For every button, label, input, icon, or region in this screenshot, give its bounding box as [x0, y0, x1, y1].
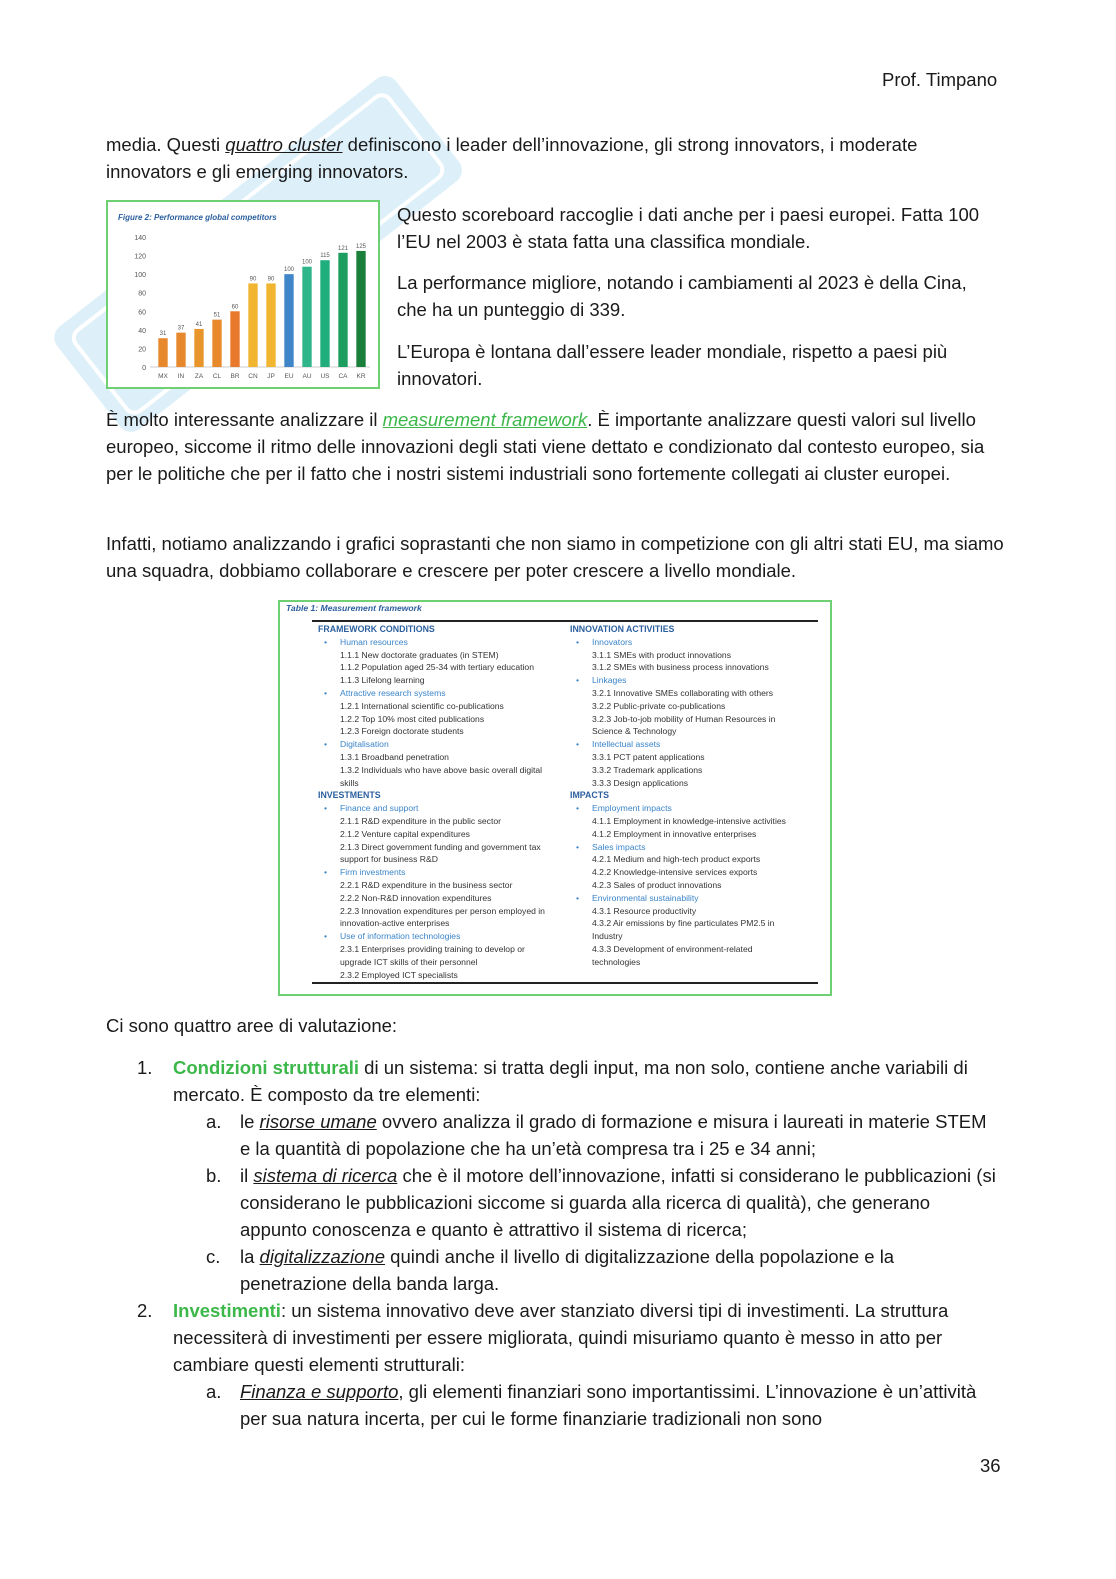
list-item-1c — [206, 1243, 1000, 1297]
table-indicator: 4.3.1 Resource productivity — [592, 905, 697, 916]
data-label: 37 — [177, 325, 185, 332]
table-indicator: 2.1.2 Venture capital expenditures — [340, 828, 470, 839]
table-subsection: • Environmental sustainability — [570, 892, 820, 905]
x-tick-label: KR — [356, 373, 366, 380]
table-section-heading: INVESTMENTS — [318, 790, 381, 801]
table-indicator: 3.3.1 PCT patent applications — [592, 751, 705, 762]
risorse-umane-link[interactable]: risorse umane — [259, 1111, 377, 1132]
table-indicator: 4.2.2 Knowledge-intensive services exports — [592, 867, 758, 878]
list-item-1 — [137, 1054, 1008, 1108]
list-item-1b — [206, 1162, 1000, 1243]
table-indicator: 4.3.2 Air emissions by fine particulates PM2.5 in — [592, 918, 775, 929]
data-label: 90 — [249, 276, 257, 283]
table-indicator: 2.2.1 R&D expenditure in the business sector — [340, 879, 513, 890]
table-indicator: 1.2.2 Top 10% most cited publications — [340, 713, 485, 724]
table-left-column — [318, 623, 568, 981]
table-indicator: 2.3.1 Enterprises providing training to develop or — [340, 943, 525, 954]
bar-in — [176, 333, 185, 367]
measurement-framework-table — [278, 600, 832, 996]
list-pre: il — [240, 1165, 254, 1186]
table-indicator: 1.3.1 Broadband penetration — [340, 751, 449, 762]
y-tick-label: 60 — [138, 309, 146, 317]
table-indicator: 1.1.3 Lifelong learning — [340, 675, 425, 686]
table-indicator: Industry — [592, 931, 623, 942]
data-label: 90 — [267, 276, 275, 283]
table-indicator: Science & Technology — [592, 726, 677, 737]
side-paragraph-3: L’Europa è lontana dall’essere leader mondiale, rispetto a paesi più innovatori. — [397, 341, 948, 389]
bar-jp — [266, 283, 275, 367]
table-indicator: 1.3.2 Individuals who have above basic overall digital — [340, 764, 543, 775]
table-indicator: 3.1.1 SMEs with product innovations — [592, 649, 732, 660]
data-label: 51 — [213, 312, 221, 319]
bar-us — [320, 260, 329, 367]
areas-intro: Ci sono quattro aree di valutazione: — [106, 1015, 398, 1036]
table-subsection: • Digitalisation — [318, 738, 568, 751]
list-item-text: : un sistema innovativo deve aver stanziato diversi tipi di investimenti. La struttura necessiterà di investimenti per essere migliorata, quindi misuriamo quanto è messo in atto per cambiare questi elementi strutturali: — [173, 1300, 949, 1375]
data-label: 41 — [195, 321, 203, 328]
table-section-heading: FRAMEWORK CONDITIONS — [318, 624, 435, 634]
table-indicator: 2.2.3 Innovation expenditures per person employed in — [340, 905, 545, 916]
figure-performance-chart — [106, 200, 380, 389]
intro-text-b: definiscono i leader dell’innovazione, gli strong innovators, i moderate innovators e gli emerging innovators. — [106, 134, 918, 182]
table-indicator: 3.2.1 Innovative SMEs collaborating with others — [592, 687, 774, 698]
table-section-heading: INNOVATION ACTIVITIES — [570, 624, 675, 634]
x-tick-label: IN — [177, 373, 185, 380]
list-pre: le — [240, 1111, 260, 1132]
table-subsection: • Use of information technologies — [318, 930, 568, 943]
measurement-paragraph — [106, 406, 1006, 487]
intro-paragraph — [106, 131, 1006, 185]
table-indicator: technologies — [592, 956, 641, 967]
list-letter: b. — [206, 1165, 222, 1186]
table-section-heading: IMPACTS — [570, 790, 609, 801]
bar-ca — [338, 253, 347, 367]
table-subsection: • Sales impacts — [570, 841, 820, 854]
table-indicator: 1.2.1 International scientific co-publications — [340, 700, 504, 711]
bar-kr — [356, 251, 365, 367]
data-label: 125 — [355, 243, 367, 250]
bar-au — [302, 267, 311, 367]
list-item-2a — [206, 1378, 1000, 1432]
data-label: 100 — [301, 259, 313, 266]
intro-text-a: media. Questi — [106, 134, 226, 155]
finanza-e-supporto-link[interactable]: Finanza e supporto — [240, 1381, 399, 1402]
side-paragraph-2: La performance migliore, notando i cambiamenti al 2023 è della Cina, che ha un punteggio di 339. — [397, 272, 967, 320]
list-item-1a — [206, 1108, 1000, 1162]
table-indicator: 2.2.2 Non-R&D innovation expenditures — [340, 892, 492, 903]
table-indicator: support for business R&D — [340, 854, 438, 865]
x-tick-label: CL — [212, 373, 222, 380]
table-subsection: • Innovators — [570, 636, 820, 649]
table-indicator: 3.1.2 SMEs with business process innovations — [592, 662, 769, 673]
y-tick-label: 120 — [134, 253, 146, 261]
list-text: , gli elementi finanziari sono importantissimi. L’innovazione è un’attività per sua natura incerta, per cui le forme finanziarie tradizionali non sono — [240, 1381, 977, 1429]
data-label: 60 — [231, 304, 239, 311]
y-tick-label: 40 — [138, 327, 146, 335]
data-label: 115 — [320, 253, 330, 260]
y-tick-label: 20 — [138, 346, 146, 354]
bar-chart — [108, 202, 378, 387]
table-top-rule — [312, 620, 818, 622]
table-title: Table 1: Measurement framework — [286, 603, 422, 613]
table-indicator: 4.2.1 Medium and high-tech product exports — [592, 854, 761, 865]
x-tick-label: MX — [158, 373, 168, 380]
side-paragraph-1: Questo scoreboard raccoglie i dati anche per i paesi europei. Fatta 100 l’EU nel 2003 è stata fatta una classifica mondiale. — [397, 204, 980, 252]
x-tick-label: JP — [267, 373, 275, 380]
table-subsection: • Linkages — [570, 674, 820, 687]
table-indicator: 3.3.2 Trademark applications — [592, 764, 703, 775]
table-indicator: 4.3.3 Development of environment-related — [592, 943, 753, 954]
table-indicator: 3.3.3 Design applications — [592, 777, 689, 788]
bar-cn — [248, 283, 257, 367]
list-item-2 — [137, 1297, 1008, 1378]
data-label: 100 — [283, 267, 295, 274]
list-text: quindi anche il livello di digitalizzazione della popolazione e la penetrazione della banda larga. — [240, 1246, 895, 1294]
table-bottom-rule — [312, 982, 818, 984]
digitalizzazione-link[interactable]: digitalizzazione — [259, 1246, 386, 1267]
table-indicator: 4.1.1 Employment in knowledge-intensive activities — [592, 815, 786, 826]
table-subsection: • Employment impacts — [570, 802, 820, 815]
list-letter: a. — [206, 1381, 222, 1402]
measurement-text-a: È molto interessante analizzare il — [106, 409, 383, 430]
table-subsection: • Attractive research systems — [318, 687, 568, 700]
table-indicator: 2.1.3 Direct government funding and government tax — [340, 841, 541, 852]
list-number: 1. — [137, 1057, 153, 1078]
measurement-text-b: . È importante analizzare questi valori sul livello europeo, siccome il ritmo delle innovazioni degli stati viene dettato e condizionato dal contesto europeo, sia per le politiche che per il fatto che i nostri sistemi industriali sono fortemente collegati ai cluster europei. — [106, 409, 985, 484]
table-indicator: skills — [340, 777, 359, 788]
bar-br — [230, 311, 239, 367]
x-tick-label: BR — [230, 373, 240, 380]
bar-za — [194, 329, 203, 367]
list-text: ovvero analizza il grado di formazione e misura i laureati in materie STEM e la quantità di popolazione che ha un’età compresa tra i 25 e 34 anni; — [240, 1111, 987, 1159]
y-tick-label: 80 — [138, 290, 146, 298]
data-label: 31 — [159, 331, 167, 338]
bar-eu — [284, 274, 293, 367]
table-subsection: • Firm investments — [318, 866, 568, 879]
list-item-title: Condizioni strutturali — [173, 1057, 360, 1078]
table-indicator: 3.2.3 Job-to-job mobility of Human Resources in — [592, 713, 776, 724]
table-indicator: 3.2.2 Public-private co-publications — [592, 700, 726, 711]
table-indicator: 2.1.1 R&D expenditure in the public sector — [340, 815, 501, 826]
team-paragraph: Infatti, notiamo analizzando i grafici soprastanti che non siamo in competizione con gli altri stati EU, ma siamo una squadra, dobbiamo collaborare e crescere per poter crescere a livello mondiale. — [106, 533, 1004, 581]
list-item-text: di un sistema: si tratta degli input, ma non solo, contiene anche variabili di mercato. È composto da tre elementi: — [173, 1057, 968, 1105]
chart-title: Figure 2: Performance global competitors — [118, 213, 277, 222]
list-letter: c. — [206, 1246, 221, 1267]
table-indicator: 1.1.1 New doctorate graduates (in STEM) — [340, 649, 499, 660]
sistema-di-ricerca-link[interactable]: sistema di ricerca — [253, 1165, 398, 1186]
x-tick-label: EU — [284, 373, 294, 380]
bar-mx — [158, 338, 167, 367]
table-indicator: 1.2.3 Foreign doctorate students — [340, 726, 464, 737]
table-indicator: 2.3.2 Employed ICT specialists — [340, 969, 458, 980]
list-letter: a. — [206, 1111, 222, 1132]
table-indicator: innovation-active enterprises — [340, 918, 450, 929]
y-tick-label: 0 — [142, 365, 146, 372]
table-indicator: 4.2.3 Sales of product innovations — [592, 879, 722, 890]
measurement-framework-link[interactable]: measurement framework — [382, 409, 588, 430]
x-tick-label: AU — [302, 373, 312, 380]
y-tick-label: 100 — [134, 272, 146, 280]
page-header-author: Prof. Timpano — [882, 69, 998, 90]
x-tick-label: ZA — [194, 373, 204, 380]
table-indicator: 4.1.2 Employment in innovative enterprises — [592, 828, 757, 839]
page-number: 36 — [980, 1455, 1001, 1476]
x-tick-label: CA — [338, 373, 348, 380]
list-pre: la — [240, 1246, 260, 1267]
list-number: 2. — [137, 1300, 153, 1321]
table-subsection: • Intellectual assets — [570, 738, 820, 751]
bar-cl — [212, 320, 221, 367]
table-subsection: • Finance and support — [318, 802, 568, 815]
list-item-title: Investimenti — [173, 1300, 281, 1321]
data-label: 121 — [337, 245, 349, 252]
x-tick-label: US — [320, 373, 330, 380]
y-tick-label: 140 — [134, 235, 146, 242]
list-text: che è il motore dell’innovazione, infatti si considerano le pubblicazioni (si considerano le pubblicazioni siccome si guarda alla ricerca di qualità), che generano appunto conoscenza e quanto è attrattivo il sistema di ricerca; — [240, 1165, 996, 1240]
x-tick-label: CN — [248, 373, 258, 380]
quattro-cluster-link[interactable]: quattro cluster — [225, 134, 343, 155]
table-right-column — [570, 623, 820, 969]
table-subsection: • Human resources — [318, 636, 568, 649]
table-indicator: 1.1.2 Population aged 25-34 with tertiary education — [340, 662, 534, 673]
table-indicator: upgrade ICT skills of their personnel — [340, 956, 478, 967]
